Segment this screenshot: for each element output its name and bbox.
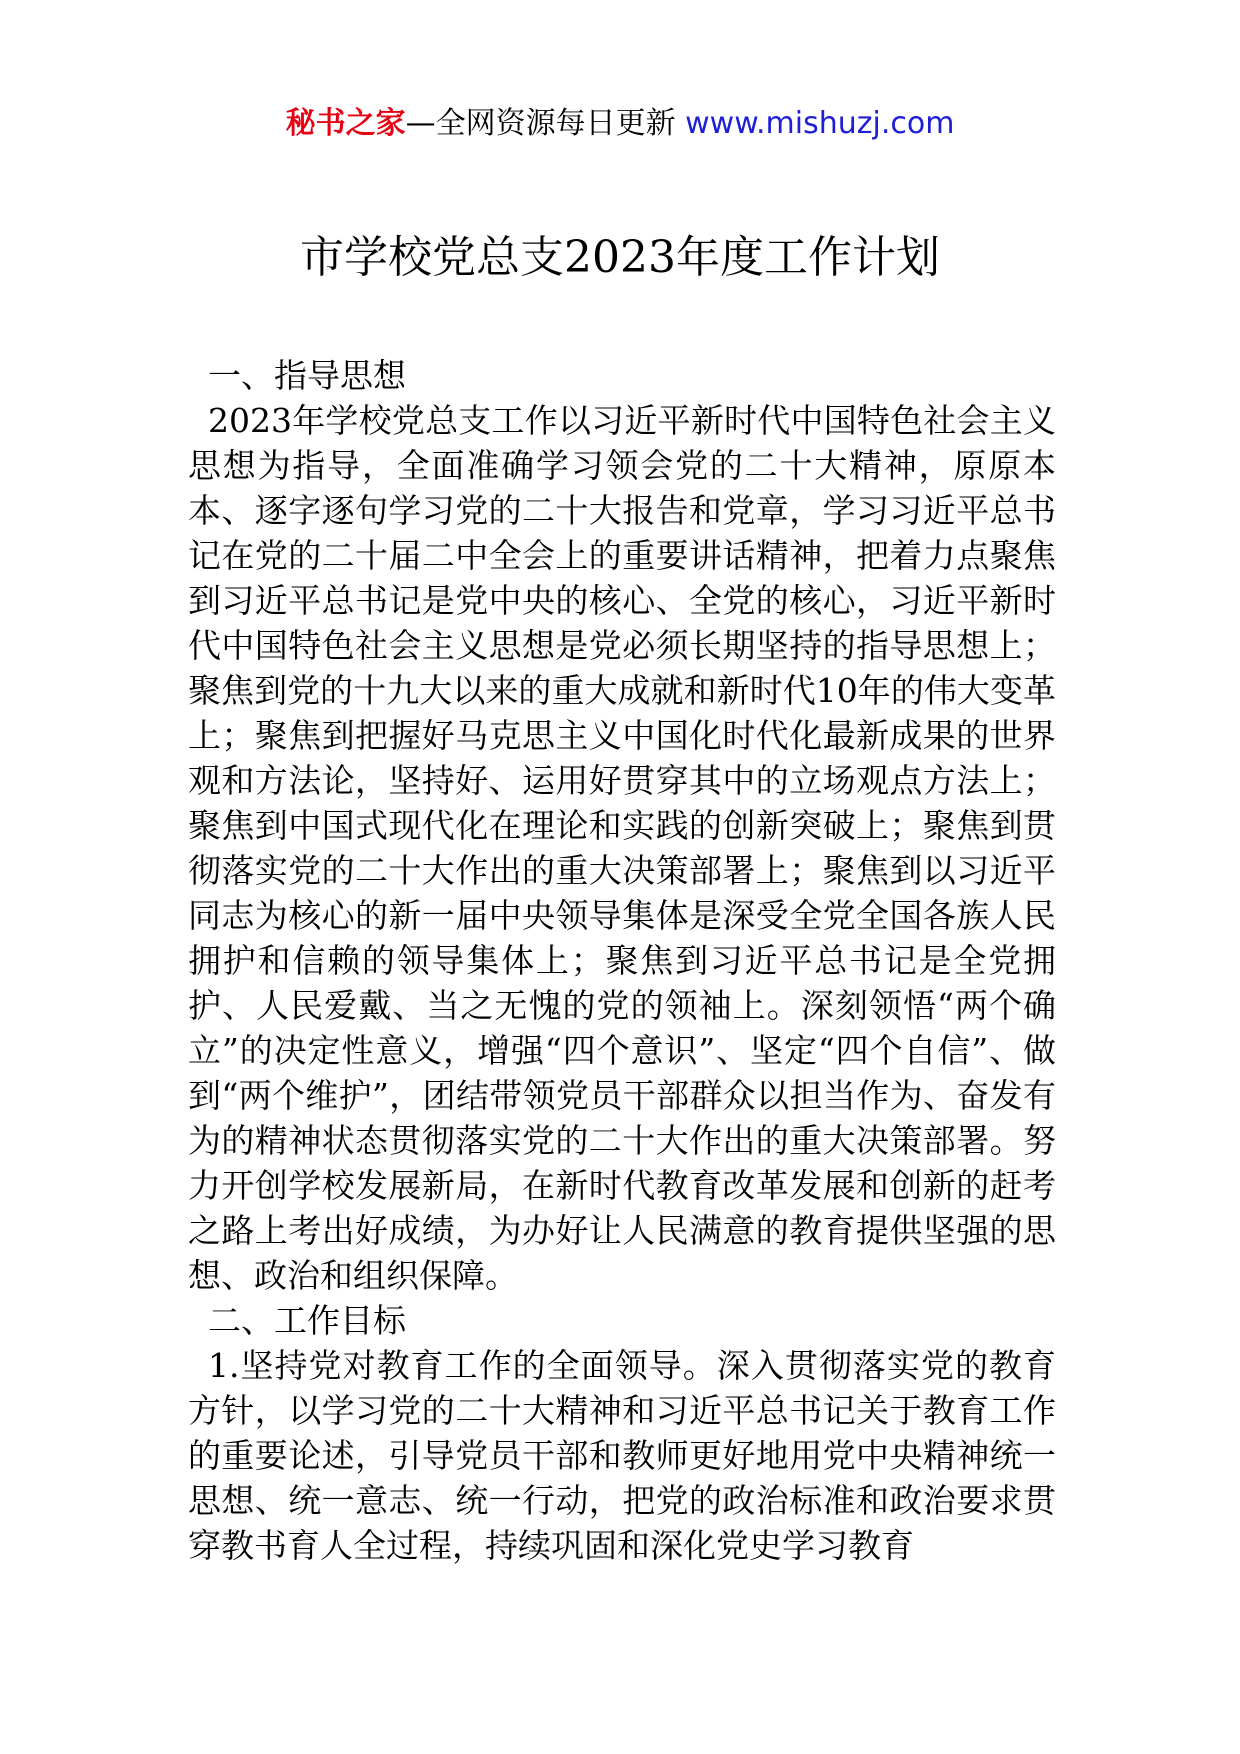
paragraph-guiding-ideology: 2023年学校党总支工作以习近平新时代中国特色社会主义思想为指导，全面准确学习领会党的二十大精神，原原本本、逐字逐句学习党的二十大报告和党章，学习习近平总书记在党的二十届二中全会上的重要讲话精神，把着力点聚焦到习近平总书记是党中央的核心、全党的核心，习近平新时代中国特色社会主义思想是党必须长期坚持的指导思想上；聚焦到党的十九大以来的重大成就和新时代10年的伟大变革上；聚焦到把握好马克思主义中国化时代化最新成果的世界观和方法论，坚持好、运用好贯穿其中的立场观点方法上；聚焦到中国式现代化在理论和实践的创新突破上；聚焦到贯彻落实党的二十大作出的重大决策部署上；聚焦到以习近平同志为核心的新一届中央领导集体是深受全党全国各族人民拥护和信赖的领导集体上；聚焦到习近平总书记是全党拥护、人民爱戴、当之无愧的党的领袖上。深刻领悟“两个确立”的决定性意义，增强“四个意识”、坚定“四个自信”、做到“两个维护”，团结带领党员干部群众以担当作为、奋发有为的精神状态贯彻落实党的二十大作出的重大决策部署。努力开创学校发展新局，在新时代教育改革发展和创新的赶考之路上考出好成绩，为办好让人民满意的教育提供坚强的思想、政治和组织保障。 — [188, 401, 1056, 1295]
paragraph-work-goal-1: 1.坚持党对教育工作的全面领导。深入贯彻落实党的教育方针，以学习党的二十大精神和习近平总书记关于教育工作的重要论述，引导党员干部和教师更好地用党中央精神统一思想、统一意志、统一行动，把党的政治标准和政治要求贯穿教书育人全过程，持续巩固和深化党史学习教育 — [188, 1346, 1056, 1565]
section-heading-guiding-ideology: 一、指导思想 — [208, 356, 406, 395]
document-body — [188, 353, 1056, 1568]
site-banner — [0, 104, 1240, 144]
site-url-link[interactable]: www.mishuzj.com — [685, 106, 955, 141]
banner-slogan: —全网资源每日更新 — [405, 106, 676, 141]
section-heading-work-goals: 二、工作目标 — [208, 1301, 406, 1340]
document-title: 市学校党总支2023年度工作计划 — [300, 232, 940, 283]
brand-name: 秘书之家 — [285, 106, 406, 141]
